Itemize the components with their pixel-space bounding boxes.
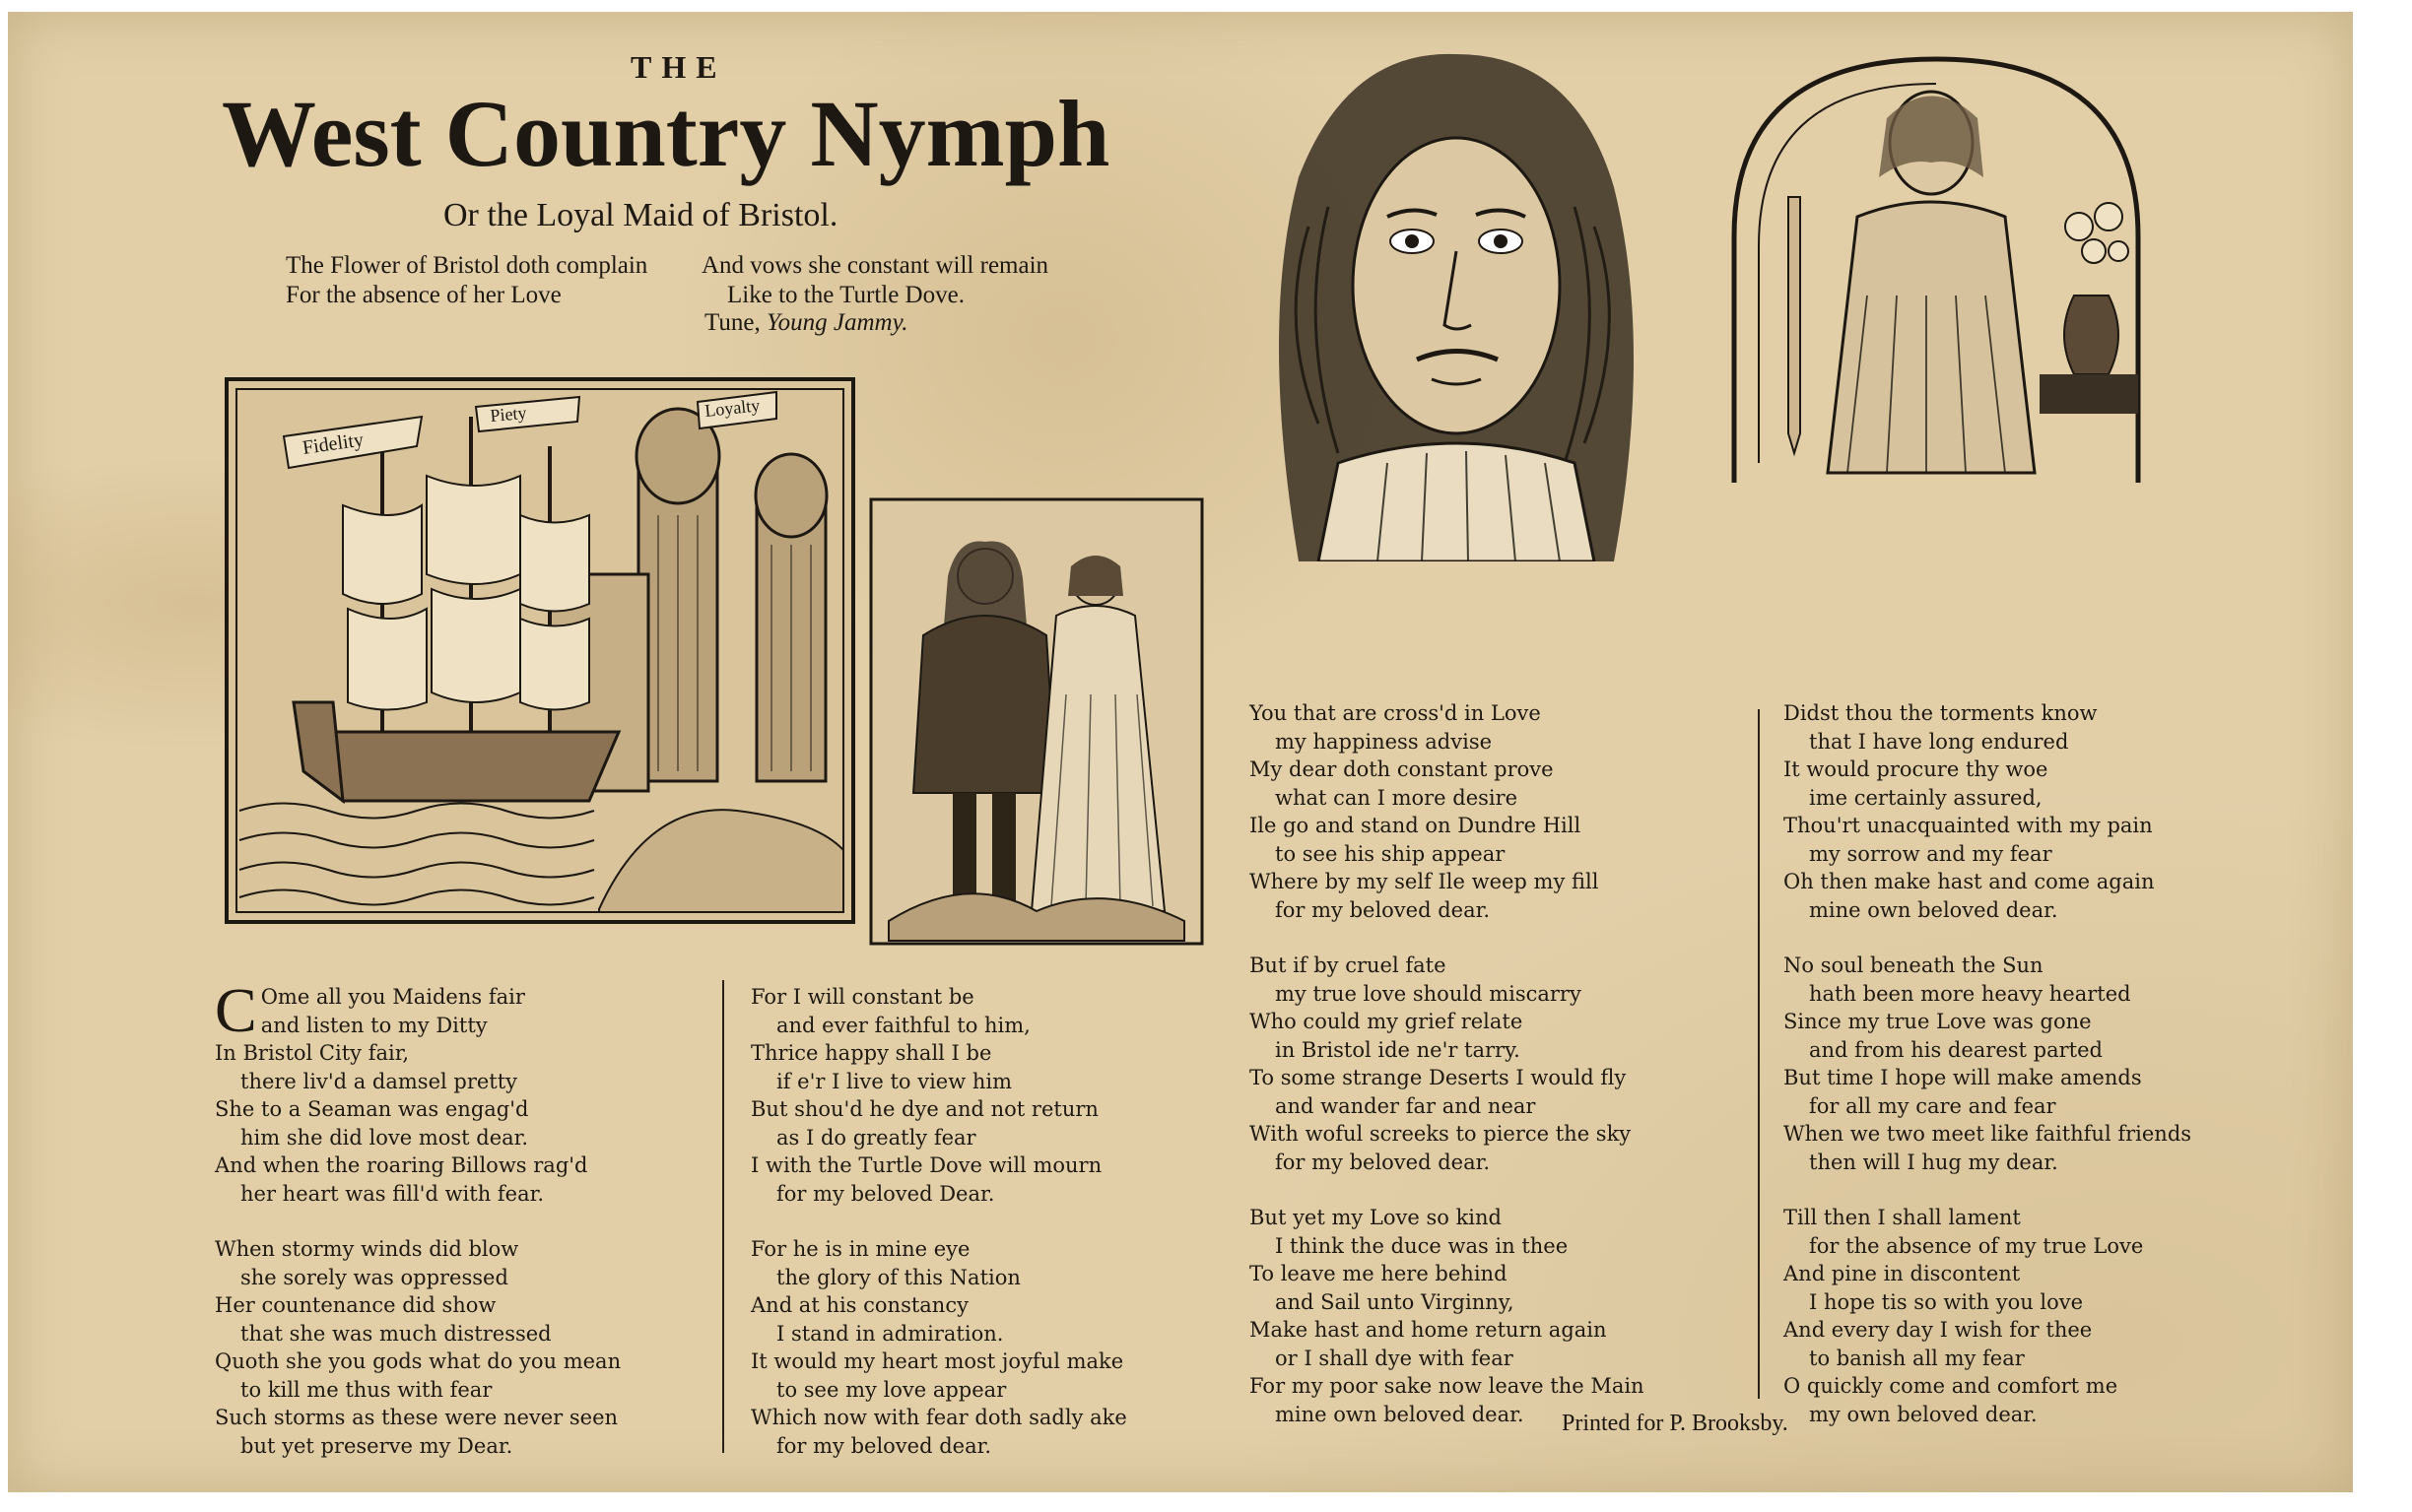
verse-line: But time I hope will make amends bbox=[1783, 1066, 2142, 1089]
verse-line: for my beloved dear. bbox=[1275, 1150, 1491, 1174]
title-article: THE bbox=[631, 49, 727, 85]
ship-woodcut-art bbox=[225, 377, 855, 924]
verse-line: Ome all you Maidens fair bbox=[260, 985, 525, 1009]
stanza bbox=[1783, 1204, 2191, 1428]
stanza bbox=[1249, 699, 1644, 924]
banner-loyalty: Loyalty bbox=[704, 395, 762, 421]
verse-line: For he is in mine eye bbox=[751, 1237, 971, 1261]
verse-line: and from his dearest parted bbox=[1809, 1037, 2103, 1062]
verse-line: if e'r I live to view him bbox=[776, 1069, 1013, 1093]
verse-line: for my beloved Dear. bbox=[776, 1181, 995, 1206]
couple-woodcut-art bbox=[869, 497, 1204, 946]
stanza bbox=[751, 983, 1127, 1208]
verse-line: her heart was fill'd with fear. bbox=[240, 1181, 545, 1206]
verse-line: for all my care and fear bbox=[1809, 1093, 2056, 1118]
verse-line: that she was much distressed bbox=[240, 1321, 552, 1346]
verse-line: for my beloved dear. bbox=[776, 1433, 992, 1458]
verse-line: Quoth she you gods what do you mean bbox=[215, 1349, 622, 1373]
verse-line: No soul beneath the Sun bbox=[1783, 953, 2044, 977]
verse-line: and wander far and near bbox=[1275, 1093, 1536, 1118]
verse-line: Thrice happy shall I be bbox=[751, 1041, 992, 1065]
stanza bbox=[751, 1235, 1127, 1460]
verse-line: Who could my grief relate bbox=[1249, 1010, 1523, 1033]
verse-line: and Sail unto Virginny, bbox=[1275, 1289, 1514, 1314]
verse-line: I hope tis so with you love bbox=[1809, 1289, 2084, 1314]
intro-left bbox=[286, 251, 647, 310]
verse-line: my true love should miscarry bbox=[1275, 981, 1581, 1006]
imprint: Printed for P. Brooksby. bbox=[1562, 1411, 1788, 1436]
intro-line: The Flower of Bristol doth complain bbox=[286, 252, 648, 279]
stanza bbox=[215, 1235, 621, 1460]
stanza bbox=[1783, 699, 2191, 924]
verse-line: Where by my self Ile weep my fill bbox=[1249, 870, 1599, 893]
verse-line: To some strange Deserts I would fly bbox=[1249, 1066, 1627, 1089]
tune-line bbox=[704, 309, 908, 337]
verse-line: to see his ship appear bbox=[1275, 841, 1506, 866]
verse-line: my sorrow and my fear bbox=[1809, 841, 2052, 866]
verse-line: my happiness advise bbox=[1275, 729, 1493, 754]
verse-line: When we two meet like faithful friends bbox=[1783, 1122, 2192, 1146]
verse-line: Which now with fear doth sadly ake bbox=[751, 1406, 1127, 1429]
verse-line: And when the roaring Billows rag'd bbox=[215, 1153, 588, 1177]
verse-line: there liv'd a damsel pretty bbox=[240, 1069, 518, 1093]
verse-line: Her countenance did show bbox=[215, 1293, 497, 1317]
man-portrait-woodcut bbox=[1240, 30, 1663, 561]
verse-line: But if by cruel fate bbox=[1249, 953, 1446, 977]
verse-column-1 bbox=[215, 975, 622, 1487]
verse-line: But shou'd he dye and not return bbox=[751, 1097, 1099, 1121]
intro-line: For the absence of her Love bbox=[286, 282, 562, 308]
verse-line: and listen to my Ditty bbox=[260, 1013, 488, 1037]
verse-line: hath been more heavy hearted bbox=[1809, 981, 2131, 1006]
ship-woodcut bbox=[225, 377, 855, 924]
banner-fidelity: Fidelity bbox=[301, 428, 366, 459]
verse-line: With woful screeks to pierce the sky bbox=[1249, 1122, 1632, 1146]
verse-line: To leave me here behind bbox=[1249, 1262, 1508, 1285]
woman-portrait-woodcut bbox=[1719, 39, 2153, 483]
verse-line: Such storms as these were never seen bbox=[215, 1406, 619, 1429]
verse-line: Oh then make hast and come again bbox=[1783, 870, 2155, 893]
verse-line: the glory of this Nation bbox=[776, 1265, 1021, 1289]
verse-line: Make hast and home return again bbox=[1249, 1318, 1607, 1342]
verse-line: O quickly come and comfort me bbox=[1783, 1374, 2118, 1398]
intro-right bbox=[702, 251, 1048, 310]
verse-line: For my poor sake now leave the Main bbox=[1249, 1374, 1644, 1398]
intro-line: Like to the Turtle Dove. bbox=[727, 282, 965, 308]
verse-line: but yet preserve my Dear. bbox=[240, 1433, 513, 1458]
verse-line: that I have long endured bbox=[1809, 729, 2069, 754]
verse-line: In Bristol City fair, bbox=[215, 1041, 410, 1065]
verse-column-2 bbox=[751, 983, 1127, 1487]
verse-line: she sorely was oppressed bbox=[240, 1265, 508, 1289]
tune-label: Tune, bbox=[704, 309, 761, 336]
verse-line: to see my love appear bbox=[776, 1377, 1007, 1402]
verse-line: to banish all my fear bbox=[1809, 1346, 2025, 1370]
man-portrait-art bbox=[1240, 30, 1663, 561]
verse-line: then will I hug my dear. bbox=[1809, 1150, 2058, 1174]
verse-line: It would my heart most joyful make bbox=[751, 1349, 1124, 1373]
verse-column-3 bbox=[1249, 699, 1644, 1456]
verse-line: For I will constant be bbox=[751, 985, 974, 1009]
verse-line: my own beloved dear. bbox=[1809, 1402, 2038, 1426]
couple-woodcut bbox=[869, 497, 1204, 946]
stanza bbox=[1249, 1204, 1644, 1428]
tune-name: Young Jammy. bbox=[767, 309, 908, 336]
stanza bbox=[215, 975, 621, 1208]
verse-line: mine own beloved dear. bbox=[1275, 1402, 1524, 1426]
stanza bbox=[1249, 952, 1644, 1176]
verse-line: And every day I wish for thee bbox=[1783, 1318, 2093, 1342]
stanza bbox=[1783, 952, 2191, 1176]
woman-portrait-art bbox=[1719, 39, 2153, 483]
verse-line: It would procure thy woe bbox=[1783, 757, 2048, 781]
verse-line: I think the duce was in thee bbox=[1275, 1233, 1569, 1258]
verse-line: Till then I shall lament bbox=[1783, 1206, 2021, 1229]
verse-line: or I shall dye with fear bbox=[1275, 1346, 1513, 1370]
verse-line: But yet my Love so kind bbox=[1249, 1206, 1502, 1229]
banner-piety: Piety bbox=[489, 402, 528, 426]
intro-line: And vows she constant will remain bbox=[702, 252, 1049, 279]
column-rule bbox=[722, 980, 724, 1453]
verse-line: I with the Turtle Dove will mourn bbox=[751, 1153, 1103, 1177]
verse-line: ime certainly assured, bbox=[1809, 785, 2043, 810]
verse-line: My dear doth constant prove bbox=[1249, 757, 1554, 781]
page-subtitle: Or the Loyal Maid of Bristol. bbox=[443, 197, 838, 233]
verse-line: and ever faithful to him, bbox=[776, 1013, 1031, 1037]
verse-line: for the absence of my true Love bbox=[1809, 1233, 2144, 1258]
verse-line: mine own beloved dear. bbox=[1809, 897, 2058, 922]
verse-line: Since my true Love was gone bbox=[1783, 1010, 2092, 1033]
verse-line: And pine in discontent bbox=[1783, 1262, 2021, 1285]
verse-line: When stormy winds did blow bbox=[215, 1237, 519, 1261]
page-title: West Country Nymph bbox=[222, 81, 1110, 186]
verse-line: Didst thou the torments know bbox=[1783, 701, 2098, 725]
verse-line: You that are cross'd in Love bbox=[1249, 701, 1541, 725]
verse-line: for my beloved dear. bbox=[1275, 897, 1491, 922]
column-rule bbox=[1758, 709, 1760, 1399]
verse-line: in Bristol ide ne'r tarry. bbox=[1275, 1037, 1520, 1062]
verse-line: Ile go and stand on Dundre Hill bbox=[1249, 814, 1581, 837]
verse-line: what can I more desire bbox=[1275, 785, 1518, 810]
verse-column-4 bbox=[1783, 699, 2191, 1456]
verse-line: Thou'rt unacquainted with my pain bbox=[1783, 814, 2153, 837]
verse-line: And at his constancy bbox=[751, 1293, 969, 1317]
verse-line: She to a Seaman was engag'd bbox=[215, 1097, 529, 1121]
verse-line: I stand in admiration. bbox=[776, 1321, 1004, 1346]
verse-line: to kill me thus with fear bbox=[240, 1377, 493, 1402]
drop-cap: C bbox=[215, 975, 257, 1045]
verse-line: as I do greatly fear bbox=[776, 1125, 976, 1150]
verse-line: him she did love most dear. bbox=[240, 1125, 529, 1150]
